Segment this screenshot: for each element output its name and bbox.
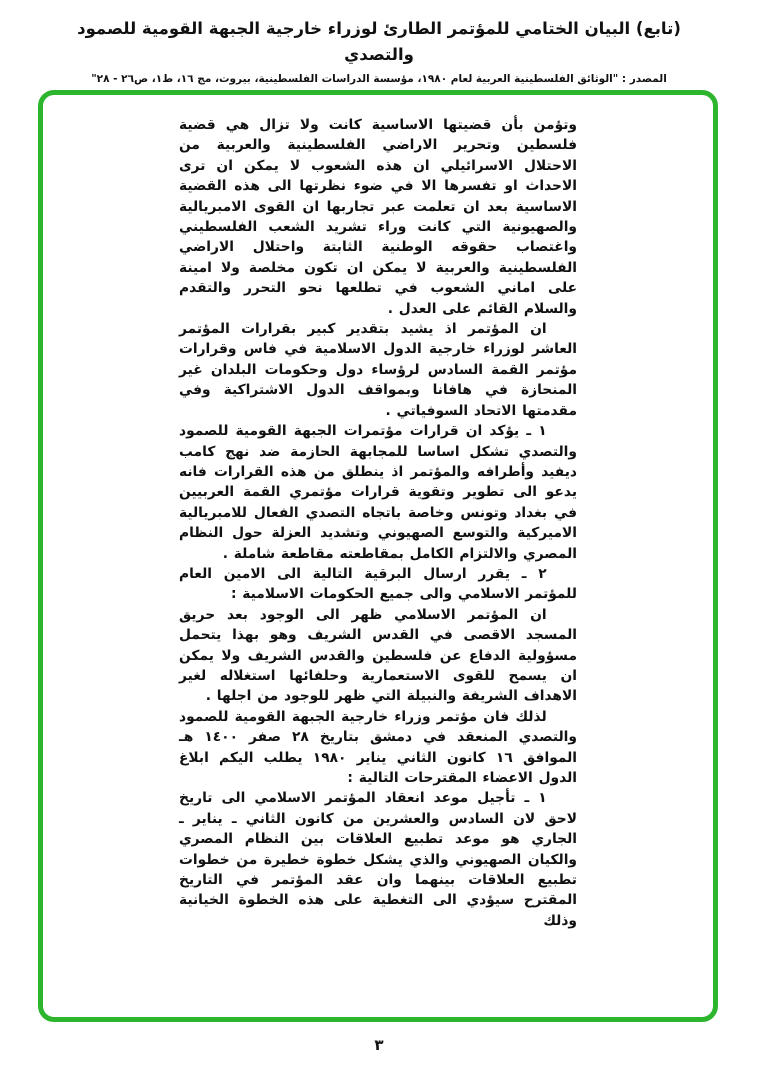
paragraph-commendation: ان المؤتمر اذ يشيد بتقدير كبير بقرارات المؤتمر العاشر لوزراء خارجية الدول الاسلامية في فاس وقرارات مؤتمر القمة السادس لرؤساء دول وحكومات البلدان غير المنحازة في هافانا وبمواقف الدول الاشتراكية وفي مقدمتها الاتحاد السوفياتي .: [179, 321, 577, 419]
paragraph-proposal-1: ١ ـ تأجيل موعد انعقاد المؤتمر الاسلامي الى تاريخ لاحق لان السادس والعشرين من كانون الثاني ـ يناير ـ الجاري هو موعد تطبيع العلاقات بين النظام المصري والكيان الصهيوني والذي يشكل خطوة خطيرة من خطوات تطبيع العلاقات بينهما وان عقد المؤتمر في التاريخ المقترح سيؤدي الى التغطية على هذه الخطوة الخيانية وذلك: [179, 790, 577, 929]
green-border-frame: [38, 90, 718, 1022]
page-number: ٣: [374, 1036, 384, 1054]
source-citation: المصدر : "الوثائق الفلسطينية العربية لعام ١٩٨٠، مؤسسة الدراسات الفلسطينية، بيروت، مج ١٦، ط١، ص٢٦ - ٢٨": [91, 73, 667, 86]
paragraph-item-1: ١ ـ يؤكد ان قرارات مؤتمرات الجبهة القومية للصمود والتصدي تشكل اساسا للمجابهة الحازمة ضد نهج كامب ديفيد وأطرافه والمؤتمر اذ ينطلق من هذه القرارات فانه يدعو الى تطوير وتقوية قرارات مؤتمري القمة العربيين في بغداد وتونس وخاصة باتجاه التصدي الفعال للامبريالية الاميركية والتوسع الصهيوني وتشديد العزلة حول النظام المصري والالتزام الكامل بمقاطعته مقاطعة شاملة .: [179, 423, 577, 562]
paragraph-item-2: ٢ ـ يقرر ارسال البرقية التالية الى الامين العام للمؤتمر الاسلامي والى جميع الحكومات الاسلامية :: [179, 565, 577, 603]
paragraph-intro: وتؤمن بأن قضيتها الاساسية كانت ولا تزال هي قضية فلسطين وتحرير الاراضي الفلسطينية والعربية من الاحتلال الاسرائيلي ان هذه الشعوب لا يمكن ان ترى الاحداث او تفسرها الا في ضوء نظرتها الى هذه القضية الاساسية بعد ان تعلمت عبر تجاربها ان القوى الامبريالية والصهيونية التي كانت وراء تشريد الشعب الفلسطيني واغتصاب حقوقه الوطنية الثابتة واحتلال الاراضي الفلسطينية والعربية لا يمكن ان تكون مخلصة ولا امينة على اماني الشعوب في تطلعها نحو التحرر والتقدم والسلام القائم على العدل .: [179, 117, 577, 317]
body-text-column: [179, 115, 577, 931]
document-title: (تابع) البيان الختامي للمؤتمر الطارئ لوزراء خارجية الجبهة القومية للصمود والتصدي: [77, 19, 681, 64]
paragraph-telegram-body: ان المؤتمر الاسلامي ظهر الى الوجود بعد حريق المسجد الاقصى في القدس الشريف وهو بهذا يتحمل مسؤولية الدفاع عن فلسطين والقدس الشريف ولا يمكن ان يسمح للقوى الاستعمارية وحلفائها استغلاله لغير الاهداف الشريفة والنبيلة التي ظهر للوجود من اجلها .: [179, 606, 577, 705]
paragraph-request: لذلك فان مؤتمر وزراء خارجية الجبهة القومية للصمود والتصدي المنعقد في دمشق بتاريخ ٢٨ صفر ١٤٠٠ هـ الموافق ١٦ كانون الثاني يناير ١٩٨٠ يطلب اليكم ابلاغ الدول الاعضاء المقترحات التالية :: [179, 708, 578, 786]
page-header: [0, 0, 758, 85]
